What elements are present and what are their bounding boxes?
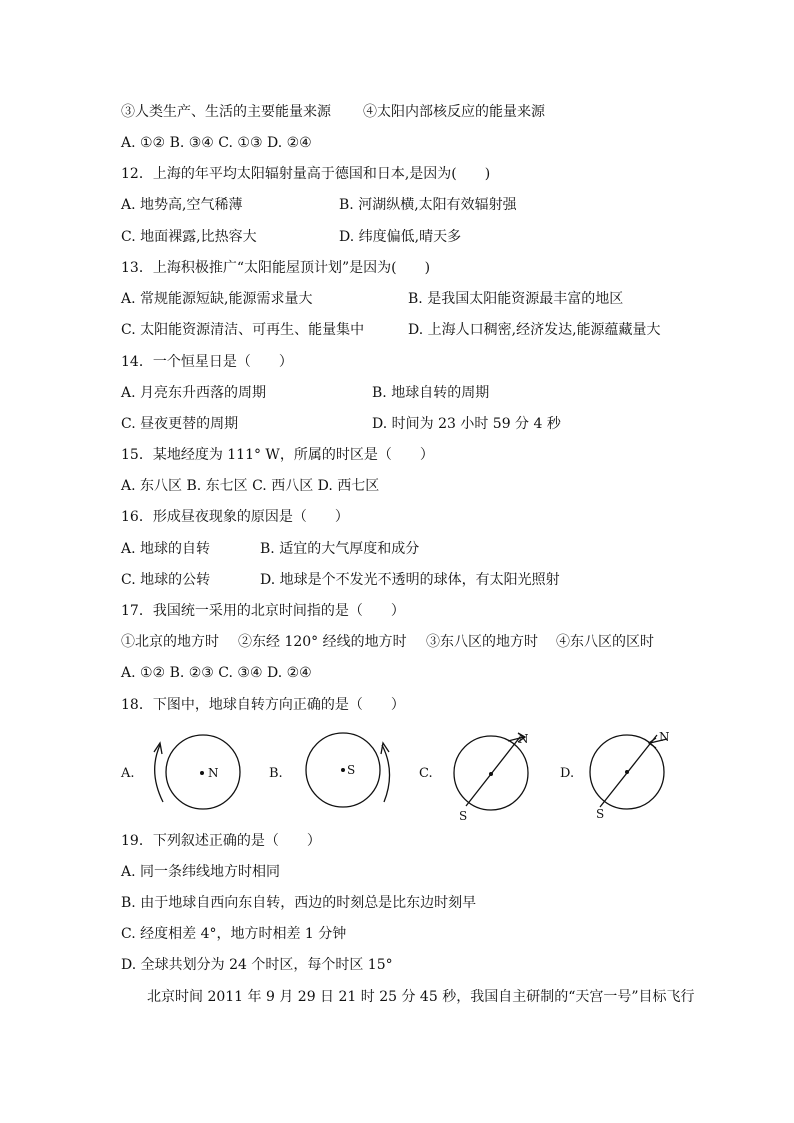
pole-label-n-c: N xyxy=(518,732,529,746)
option-b: B. 适宜的大气厚度和成分 xyxy=(260,541,420,557)
option-b: B. 河湖纵横,太阳有效辐射强 xyxy=(339,197,517,213)
center-dot-a xyxy=(200,771,204,775)
option-a: A. 地势高,空气稀薄 xyxy=(121,197,243,213)
option-c: C. 昼夜更替的周期 xyxy=(121,416,239,432)
options-text: A. ①② B. ②③ C. ③④ D. ②④ xyxy=(121,665,312,681)
question-stem: 19．下列叙述正确的是（ ） xyxy=(121,833,321,849)
option-d: D. 纬度偏低,晴天多 xyxy=(339,229,462,245)
option-c: C. 太阳能资源清洁、可再生、能量集中 xyxy=(121,322,365,338)
option-a: A. 月亮东升西落的周期 xyxy=(121,385,267,401)
option-c: C. 地面裸露,比热容大 xyxy=(121,229,257,245)
option-label-c: C. xyxy=(419,766,433,781)
earth-axis-c xyxy=(466,737,520,806)
pole-label-s-b: S xyxy=(347,763,356,777)
option-b: B. 由于地球自西向东自转，西边的时刻总是比东边时刻早 xyxy=(121,895,477,911)
statement-1: ①北京的地方时 xyxy=(121,634,219,650)
question-stem: 16．形成昼夜现象的原因是（ ） xyxy=(121,509,349,525)
statement-4: ④太阳内部核反应的能量来源 xyxy=(363,104,545,120)
statement-3: ③人类生产、生活的主要能量来源 xyxy=(121,104,331,120)
rotation-arrow-b xyxy=(382,745,390,802)
center-dot-b xyxy=(341,768,345,772)
option-label-d: D. xyxy=(560,766,575,781)
pole-label-s-d: S xyxy=(596,807,605,821)
option-c: C. 经度相差 4°，地方时相差 1 分钟 xyxy=(121,926,347,942)
pole-label-n-d: N xyxy=(659,730,670,744)
option-d: D. 地球是个不发光不透明的球体，有太阳光照射 xyxy=(260,572,560,588)
option-a: A. 常规能源短缺,能源需求量大 xyxy=(121,291,313,307)
option-label-a: A. xyxy=(121,766,135,781)
question-stem: 12．上海的年平均太阳辐射量高于德国和日本,是因为( ) xyxy=(121,166,491,182)
center-dot-c xyxy=(489,772,493,776)
question-stem: 18．下图中，地球自转方向正确的是（ ） xyxy=(121,697,405,713)
option-d: D. 时间为 23 小时 59 分 4 秒 xyxy=(372,416,561,432)
option-label-b: B. xyxy=(269,766,283,781)
option-a: A. 同一条纬线地方时相同 xyxy=(121,864,281,880)
statement-4: ④东八区的区时 xyxy=(556,634,654,650)
question-stem: 13．上海积极推广“太阳能屋顶计划”是因为( ) xyxy=(121,260,431,276)
option-c: C. 地球的公转 xyxy=(121,572,211,588)
option-b: B. 是我国太阳能资源最丰富的地区 xyxy=(408,291,624,307)
center-dot-d xyxy=(625,770,629,774)
options-text: A. ①② B. ③④ C. ①③ D. ②④ xyxy=(121,135,312,151)
option-d: D. 上海人口稠密,经济发达,能源蕴藏量大 xyxy=(408,322,661,338)
statement-3: ③东八区的地方时 xyxy=(426,634,538,650)
question-stem: 14．一个恒星日是（ ） xyxy=(121,354,293,370)
option-a: A. 地球的自转 xyxy=(121,541,211,557)
question-stem: 17．我国统一采用的北京时间指的是（ ） xyxy=(121,603,405,619)
pole-label-n-a: N xyxy=(208,766,219,780)
option-d: D. 全球共划分为 24 个时区，每个时区 15° xyxy=(121,957,393,973)
question-stem: 15．某地经度为 111° W，所属的时区是（ ） xyxy=(121,447,434,463)
options-text: A. 东八区 B. 东七区 C. 西八区 D. 西七区 xyxy=(121,478,380,494)
statement-2: ②东经 120° 经线的地方时 xyxy=(238,634,407,650)
option-b: B. 地球自转的周期 xyxy=(372,385,490,401)
passage-text: 北京时间 2011 年 9 月 29 日 21 时 25 分 45 秒，我国自主研制的“天宫一号”目标飞行 xyxy=(147,989,695,1005)
pole-label-s-c: S xyxy=(459,809,468,823)
